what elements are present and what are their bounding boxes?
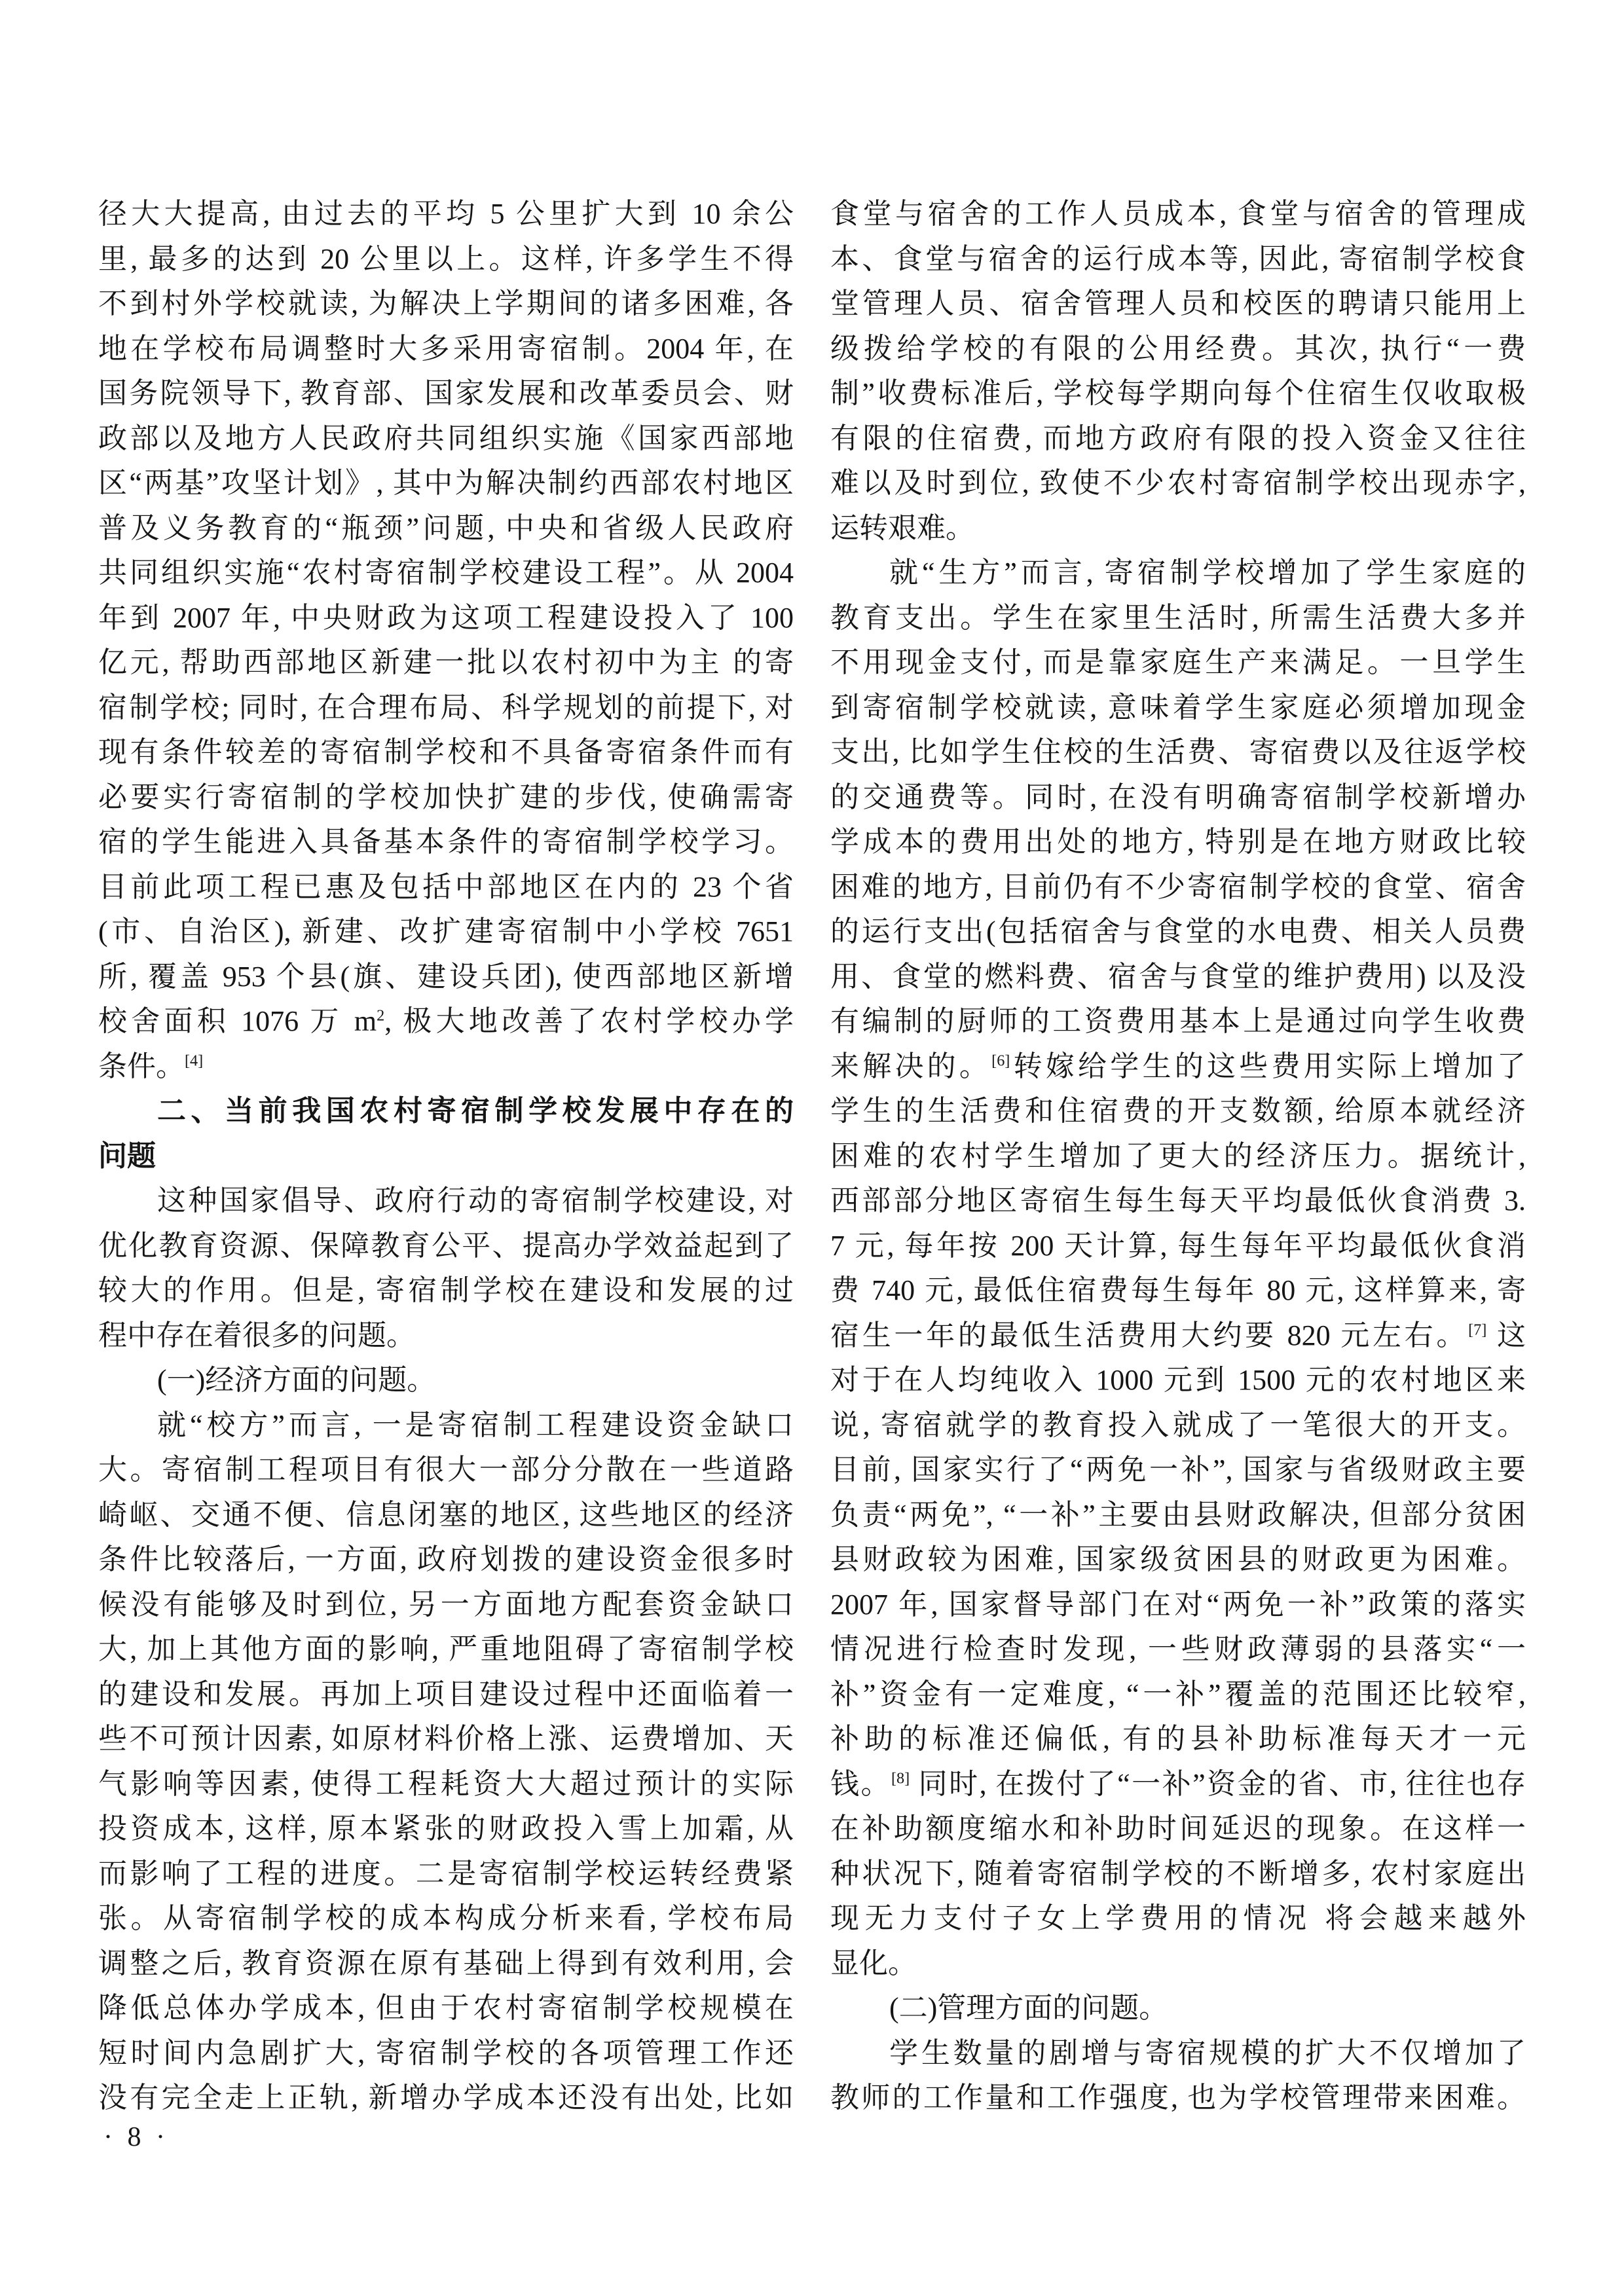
text-line: 7 元, 每年按 200 天计算, 每生每年平均最低伙食消 bbox=[830, 1229, 1526, 1262]
text-line: 对于在人均纯收入 1000 元到 1500 元的农村地区来 bbox=[830, 1364, 1526, 1396]
text-line: 年到 2007 年, 中央财政为这项工程建设投入了 100 bbox=[98, 601, 794, 634]
text-segment: 同时, 在拨付了“一补”资金的省、市, 往往也存 bbox=[910, 1767, 1526, 1800]
text-line: 说, 寄宿就学的教育投入就成了一笔很大的开支。 bbox=[830, 1408, 1526, 1441]
text-line: 费 740 元, 最低住宿费每生每年 80 元, 这样算来, 寄 bbox=[830, 1274, 1526, 1306]
text-line: (一)经济方面的问题。 bbox=[157, 1364, 436, 1396]
text-line bbox=[98, 999, 794, 1044]
text-line: 政部以及地方人民政府共同组织实施《国家西部地 bbox=[98, 422, 794, 454]
text-line: 县财政较为困难, 国家级贫困县的财政更为困难。 bbox=[830, 1543, 1526, 1575]
text-line: 学生的生活费和住宿费的开支数额, 给原本就经济 bbox=[830, 1095, 1526, 1127]
text-line: (市、自治区), 新建、改扩建寄宿制中小学校 7651 bbox=[98, 915, 794, 947]
text-line: 情况进行检查时发现, 一些财政薄弱的县落实“一 bbox=[830, 1633, 1526, 1665]
text-line: 共同组织实施“农村寄宿制学校建设工程”。从 2004 bbox=[98, 557, 794, 589]
text-line: 本、食堂与宿舍的运行成本等, 因此, 寄宿制学校食 bbox=[830, 242, 1526, 275]
text-line: 补”资金有一定难度, “一补”覆盖的范围还比较窄, bbox=[830, 1678, 1526, 1710]
text-segment: 宿生一年的最低生活费用大约要 820 元左右。 bbox=[830, 1319, 1469, 1351]
section-heading-line: 问题 bbox=[98, 1139, 156, 1172]
text-line: 调整之后, 教育资源在原有基础上得到有效利用, 会 bbox=[98, 1947, 794, 1979]
text-segment: 条件。 bbox=[98, 1050, 185, 1082]
text-line: 国务院领导下, 教育部、国家发展和改革委员会、财 bbox=[98, 377, 794, 409]
text-line: 有编制的厨师的工资费用基本上是通过向学生收费 bbox=[830, 1005, 1526, 1037]
text-line: 教育支出。学生在家里生活时, 所需生活费大多并 bbox=[830, 601, 1526, 634]
text-line: 没有完全走上正轨, 新增办学成本还没有出处, 比如 bbox=[98, 2082, 794, 2114]
text-line: (二)管理方面的问题。 bbox=[889, 1992, 1168, 2024]
text-line: 而影响了工程的进度。二是寄宿制学校运转经费紧 bbox=[98, 1857, 794, 1890]
text-line: 普及义务教育的“瓶颈”问题, 中央和省级人民政府 bbox=[98, 511, 794, 544]
text-line: 在补助额度缩水和补助时间延迟的现象。在这样一 bbox=[830, 1812, 1526, 1845]
text-line: 2007 年, 国家督导部门在对“两免一补”政策的落实 bbox=[830, 1588, 1526, 1621]
text-line: 里, 最多的达到 20 公里以上。这样, 许多学生不得 bbox=[98, 242, 794, 275]
text-line: 宿制学校; 同时, 在合理布局、科学规划的前提下, 对 bbox=[98, 691, 794, 724]
text-line bbox=[98, 1044, 794, 1090]
text-line: 现有条件较差的寄宿制学校和不具备寄宿条件而有 bbox=[98, 736, 794, 768]
text-line: 必要实行寄宿制的学校加快扩建的步伐, 使确需寄 bbox=[98, 780, 794, 813]
section-heading-line: 二、当前我国农村寄宿制学校发展中存在的 bbox=[157, 1095, 794, 1127]
text-line: 有限的住宿费, 而地方政府有限的投入资金又往往 bbox=[830, 422, 1526, 454]
text-line: 现无力支付子女上学费用的情况 将会越来越外 bbox=[830, 1902, 1526, 1934]
text-line: 种状况下, 随着寄宿制学校的不断增多, 农村家庭出 bbox=[830, 1857, 1526, 1890]
text-line: 教师的工作量和工作强度, 也为学校管理带来困难。 bbox=[830, 2082, 1526, 2114]
text-line: 些不可预计因素, 如原材料价格上涨、运费增加、天 bbox=[98, 1723, 794, 1755]
text-line: 张。从寄宿制学校的成本构成分析来看, 学校布局 bbox=[98, 1902, 794, 1934]
text-line bbox=[830, 1762, 1526, 1807]
page-number: · 8 · bbox=[103, 2122, 169, 2152]
text-line: 目前此项工程已惠及包括中部地区在内的 23 个省 bbox=[98, 870, 794, 903]
text-line: 困难的农村学生增加了更大的经济压力。据统计, bbox=[830, 1139, 1526, 1172]
text-line: 补助的标准还偏低, 有的县补助标准每天才一元 bbox=[830, 1723, 1526, 1755]
text-line: 显化。 bbox=[830, 1947, 917, 1979]
text-line: 用、食堂的燃料费、宿舍与食堂的维护费用) 以及没 bbox=[830, 960, 1526, 993]
text-line: 食堂与宿舍的工作人员成本, 食堂与宿舍的管理成 bbox=[830, 198, 1526, 230]
text-line: 大。寄宿制工程项目有很大一部分分散在一些道路 bbox=[98, 1454, 794, 1486]
text-line: 地在学校布局调整时大多采用寄宿制。2004 年, 在 bbox=[98, 332, 794, 365]
text-line: 所, 覆盖 953 个县(旗、建设兵团), 使西部地区新增 bbox=[98, 960, 794, 993]
text-line bbox=[830, 1313, 1526, 1359]
text-segment: 钱。 bbox=[830, 1767, 891, 1800]
text-line: 区“两基”攻坚计划》, 其中为解决制约西部农村地区 bbox=[98, 467, 794, 499]
text-line: 运转艰难。 bbox=[830, 511, 974, 544]
footnote-reference: 2 bbox=[377, 1006, 385, 1025]
text-line: 目前, 国家实行了“两免一补”, 国家与省级财政主要 bbox=[830, 1454, 1526, 1486]
text-line: 堂管理人员、宿舍管理人员和校医的聘请只能用上 bbox=[830, 287, 1526, 320]
text-line: 不用现金支付, 而是靠家庭生产来满足。一旦学生 bbox=[830, 646, 1526, 678]
text-line: 负责“两免”, “一补”主要由县财政解决, 但部分贫困 bbox=[830, 1498, 1526, 1531]
text-segment: , 极大地改善了农村学校办学 bbox=[384, 1005, 794, 1037]
text-segment: 转嫁给学生的这些费用实际上增加了 bbox=[1010, 1050, 1526, 1082]
text-line: 不到村外学校就读, 为解决上学期间的诸多困难, 各 bbox=[98, 287, 794, 320]
text-line bbox=[830, 1044, 1526, 1090]
text-line: 这种国家倡导、政府行动的寄宿制学校建设, 对 bbox=[157, 1184, 794, 1217]
text-line: 西部部分地区寄宿生每生每天平均最低伙食消费 3. bbox=[830, 1184, 1526, 1217]
text-line: 优化教育资源、保障教育公平、提高办学效益起到了 bbox=[98, 1229, 794, 1262]
text-line: 大, 加上其他方面的影响, 严重地阻碍了寄宿制学校 bbox=[98, 1633, 794, 1665]
text-segment: 校舍面积 1076 万 m bbox=[98, 1005, 377, 1037]
text-line: 投资成本, 这样, 原本紧张的财政投入雪上加霜, 从 bbox=[98, 1812, 794, 1845]
text-line: 亿元, 帮助西部地区新建一批以农村初中为主 的寄 bbox=[98, 646, 794, 678]
footnote-reference: [6] bbox=[991, 1051, 1010, 1069]
text-line: 级拨给学校的有限的公用经费。其次, 执行“一费 bbox=[830, 332, 1526, 365]
text-line: 学成本的费用出处的地方, 特别是在地方财政比较 bbox=[830, 826, 1526, 858]
text-line: 学生数量的剧增与寄宿规模的扩大不仅增加了 bbox=[889, 2036, 1526, 2069]
text-line: 气影响等因素, 使得工程耗资大大超过预计的实际 bbox=[98, 1767, 794, 1800]
footnote-reference: [4] bbox=[185, 1051, 204, 1069]
text-column-left bbox=[98, 192, 794, 2121]
footnote-reference: [8] bbox=[891, 1769, 910, 1787]
text-line: 支出, 比如学生住校的生活费、寄宿费以及往返学校 bbox=[830, 736, 1526, 768]
text-line: 径大大提高, 由过去的平均 5 公里扩大到 10 余公 bbox=[98, 198, 794, 230]
text-line: 候没有能够及时到位, 另一方面地方配套资金缺口 bbox=[98, 1588, 794, 1621]
text-line: 制”收费标准后, 学校每学期向每个住宿生仅收取极 bbox=[830, 377, 1526, 409]
text-line: 困难的地方, 目前仍有不少寄宿制学校的食堂、宿舍 bbox=[830, 870, 1526, 903]
text-line: 到寄宿制学校就读, 意味着学生家庭必须增加现金 bbox=[830, 691, 1526, 724]
text-line: 降低总体办学成本, 但由于农村寄宿制学校规模在 bbox=[98, 1992, 794, 2024]
text-line: 条件比较落后, 一方面, 政府划拨的建设资金很多时 bbox=[98, 1543, 794, 1575]
text-line: 就“生方”而言, 寄宿制学校增加了学生家庭的 bbox=[889, 557, 1526, 589]
text-line: 短时间内急剧扩大, 寄宿制学校的各项管理工作还 bbox=[98, 2036, 794, 2069]
text-line: 就“校方”而言, 一是寄宿制工程建设资金缺口 bbox=[157, 1408, 794, 1441]
text-line: 的建设和发展。再加上项目建设过程中还面临着一 bbox=[98, 1678, 794, 1710]
footnote-reference: [7] bbox=[1468, 1320, 1487, 1338]
text-line: 崎岖、交通不便、信息闭塞的地区, 这些地区的经济 bbox=[98, 1498, 794, 1531]
text-line: 宿的学生能进入具备基本条件的寄宿制学校学习。 bbox=[98, 826, 794, 858]
text-line: 的运行支出(包括宿舍与食堂的水电费、相关人员费 bbox=[830, 915, 1526, 947]
text-segment: 这 bbox=[1486, 1319, 1526, 1351]
text-line: 的交通费等。同时, 在没有明确寄宿制学校新增办 bbox=[830, 780, 1526, 813]
text-column-right bbox=[830, 192, 1526, 2121]
text-line: 程中存在着很多的问题。 bbox=[98, 1319, 415, 1351]
text-line: 较大的作用。但是, 寄宿制学校在建设和发展的过 bbox=[98, 1274, 794, 1306]
text-segment: 来解决的。 bbox=[830, 1050, 992, 1082]
text-line: 难以及时到位, 致使不少农村寄宿制学校出现赤字, bbox=[830, 467, 1526, 499]
